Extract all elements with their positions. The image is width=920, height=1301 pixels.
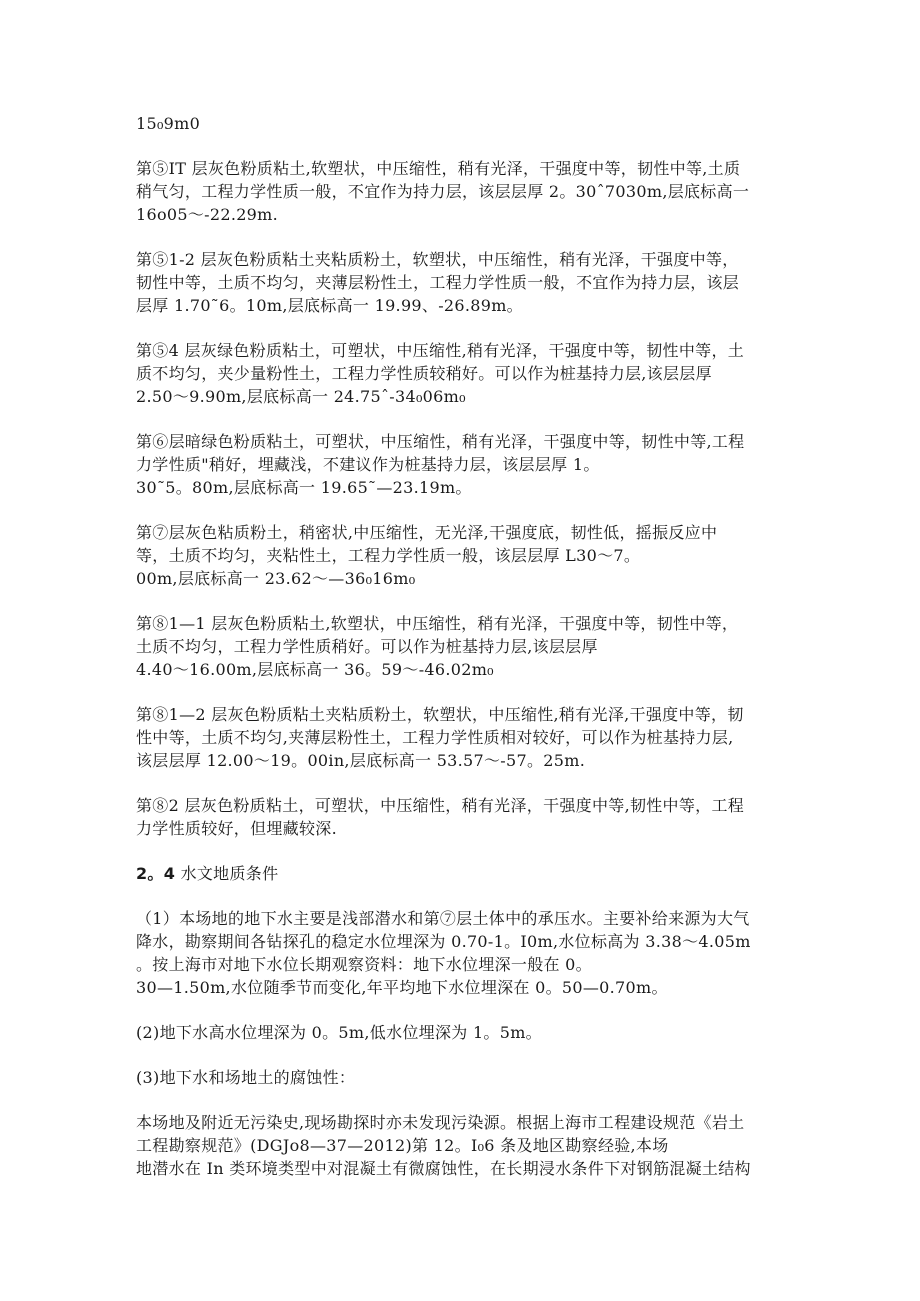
text-line: 韧性中等，土质不均匀，夹薄层粉性土，工程力学性质一般，不宜作为持力层，该层: [136, 273, 740, 292]
text-line: 第⑧2 层灰色粉质粘土，可塑状，中压缩性，稍有光泽，干强度中等,韧性中等，工程: [136, 796, 745, 815]
text-line: 力学性质较好，但埋藏较深.: [136, 819, 337, 838]
paragraph: [136, 1066, 786, 1089]
text-line: 第⑤1-2 层灰色粉质粘土夹粘质粉土，软塑状，中压缩性，稍有光泽，干强度中等，: [136, 250, 739, 269]
text-line: 第⑤IT 层灰色粉质粘土,软塑状，中压缩性，稍有光泽，干强度中等，韧性中等,土质: [136, 159, 741, 178]
text-line: 第⑧1—2 层灰色粉质粘土夹粘质粉土，软塑状，中压缩性,稍有光泽,干强度中等，韧: [136, 705, 744, 724]
text-line: 降水，勘察期间各钻探孔的稳定水位埋深为 0.70-1。I0m,水位标高为 3.38～4.05m: [136, 932, 751, 951]
text-line: 地潜水在 In 类环境类型中对混凝土有微腐蚀性，在长期浸水条件下对钢筋混凝土结构: [136, 1159, 751, 1178]
text-line: 力学性质"稍好，埋藏浅，不建议作为桩基持力层，该层层厚 1。: [136, 455, 600, 474]
text-line: 性中等，土质不均匀,夹薄层粉性土，工程力学性质相对较好，可以作为桩基持力层,: [136, 728, 734, 747]
text-line: 第⑧1—1 层灰色粉质粘土,软塑状，中压缩性，稍有光泽，干强度中等，韧性中等，: [136, 614, 739, 633]
top-line: [136, 112, 786, 135]
paragraph: [136, 1021, 786, 1044]
text-line: 。按上海市对地下水位长期观察资料：地下水位埋深一般在 0。: [136, 955, 592, 974]
section-number: 2。4: [136, 864, 176, 883]
text-line: (2)地下水高水位埋深为 0。5m,低水位埋深为 1。5m。: [136, 1023, 542, 1042]
text-line: 30˜5。80m,层底标高一 19.65˜—23.19m。: [136, 478, 472, 497]
text-line: (3)地下水和场地土的腐蚀性：: [136, 1068, 356, 1087]
paragraph: [136, 907, 786, 999]
text-line: 第⑤4 层灰绿色粉质粘土，可塑状，中压缩性,稍有光泽，干强度中等，韧性中等，土: [136, 341, 745, 360]
section-heading: [136, 862, 786, 885]
text-line: 4.40～16.00m,层底标高一 36。59～-46.02m₀: [136, 660, 494, 679]
paragraph: [136, 521, 786, 590]
text-line: 本场地及附近无污染史,现场勘探时亦未发现污染源。根据上海市工程建设规范《岩土: [136, 1113, 745, 1132]
hydro-section: [136, 907, 786, 1180]
text-line: 15₀9m0: [136, 114, 201, 133]
text-line: 该层层厚 12.00～19。00in,层底标高一 53.57～-57。25m.: [136, 751, 586, 770]
text-line: 等，土质不均匀，夹粘性土，工程力学性质一般，该层层厚 L30～7。: [136, 546, 641, 565]
text-line: 30—1.50m,水位随季节而变化,年平均地下水位埋深在 0。50—0.70m。: [136, 978, 668, 997]
paragraph: [136, 339, 786, 408]
text-line: 工程勘察规范》(DGJo8—37—2012)第 12。I₀6 条及地区勘察经验,本场: [136, 1136, 669, 1155]
text-line: 2.50～9.90m,层底标高一 24.75ˆ-34₀06m₀: [136, 387, 466, 406]
text-line: （1）本场地的地下水主要是浅部潜水和第⑦层土体中的承压水。主要补给来源为大气: [136, 909, 750, 928]
text-line: 稍气匀，工程力学性质一般，不宜作为持力层，该层层厚 2。30ˆ7030m,层底标高一: [136, 182, 750, 201]
section-title: 水文地质条件: [180, 864, 279, 883]
paragraph: [136, 430, 786, 499]
text-line: 质不均匀，夹少量粉性土，工程力学性质较稍好。可以作为桩基持力层,该层层厚: [136, 364, 712, 383]
strata-section: [136, 157, 786, 840]
text-line: 00m,层底标高一 23.62～—36₀16m₀: [136, 569, 416, 588]
paragraph: [136, 157, 786, 226]
text-line: 第⑦层灰色粘质粉土，稍密状,中压缩性，无光泽,干强度底，韧性低，摇振反应中: [136, 523, 718, 542]
paragraph: [136, 612, 786, 681]
paragraph: [136, 1111, 786, 1180]
text-line: 土质不均匀，工程力学性质稍好。可以作为桩基持力层,该层层厚: [136, 637, 598, 656]
text-line: 层厚 1.70˜6。10m,层底标高一 19.99、-26.89m。: [136, 296, 523, 315]
text-line: 第⑥层暗绿色粉质粘土，可塑状，中压缩性，稍有光泽，干强度中等，韧性中等,工程: [136, 432, 745, 451]
paragraph: [136, 794, 786, 840]
text-line: 16o05～-22.29m.: [136, 205, 279, 224]
paragraph: [136, 248, 786, 317]
paragraph: [136, 703, 786, 772]
document-page: [136, 112, 786, 1202]
